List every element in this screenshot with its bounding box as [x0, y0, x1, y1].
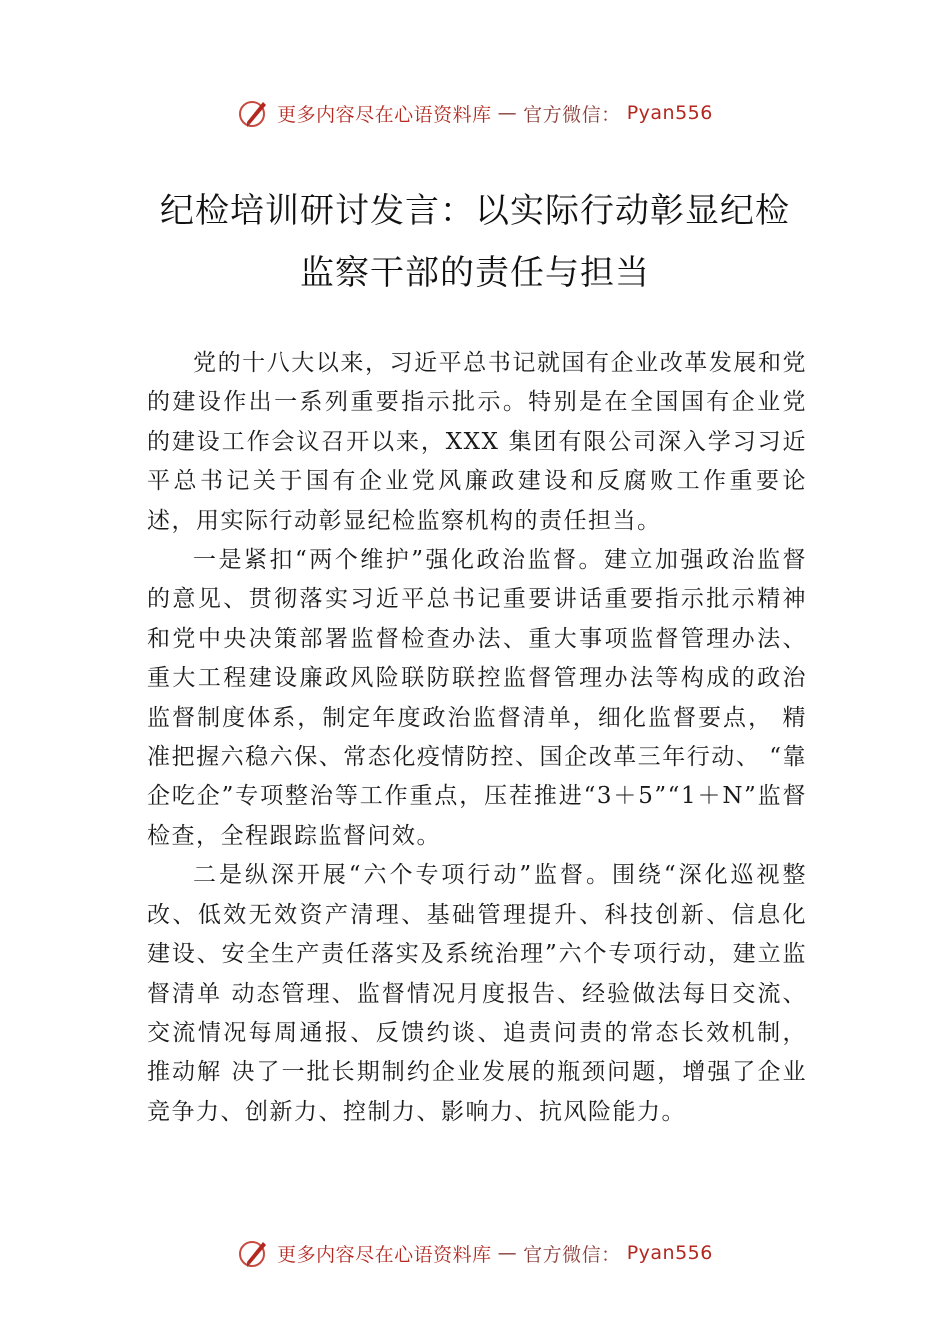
document-title: [0, 180, 950, 304]
watermark-official: 官方微信：: [523, 1243, 621, 1266]
header-watermark: [0, 96, 950, 130]
title-line-2: 监察干部的责任与担当: [300, 253, 650, 293]
document-body: [147, 344, 807, 1132]
watermark-separator: —: [497, 102, 518, 124]
paragraph-special-actions: 二是纵深开展“六个专项行动”监督。围绕“深化巡视整改、低效无效资产清理、基础管理提升、科技创新、信息化建设、安全生产责任落实及系统治理”六个专项行动，建立监督清单 动态管理、监督情况月度报告、经验做法每日交流、交流情况每周通报、反馈约谈、追责问责的常态长效机制，推动解 决了一批长期制约企业发展的瓶颈问题，增强了企业竞争力、创新力、控制力、影响力、抗风险能力。: [147, 862, 807, 1125]
title-line-1: 纪检培训研讨发言：以实际行动彰显纪检: [160, 191, 790, 231]
footer-watermark: [0, 1236, 950, 1270]
watermark-wechat-id: Pyan556: [626, 1242, 713, 1264]
watermark-brand: 更多内容尽在心语资料库: [277, 103, 492, 126]
watermark-official: 官方微信：: [523, 103, 621, 126]
watermark-separator: —: [497, 1242, 518, 1264]
watermark-wechat-id: Pyan556: [626, 102, 713, 124]
watermark-brand: 更多内容尽在心语资料库: [277, 1243, 492, 1266]
paragraph-intro: 党的十八大以来，习近平总书记就国有企业改革发展和党的建设作出一系列重要指示批示。特别是在全国国有企业党的建设工作会议召开以来，XXX 集团有限公司深入学习习近平总书记关于国有企业党风廉政建设和反腐败工作重要论述，用实际行动彰显纪检监察机构的责任担当。: [147, 350, 807, 534]
pen-feather-icon: [237, 1236, 271, 1270]
paragraph-political-supervision: 一是紧扣“两个维护”强化政治监督。建立加强政治监督的意见、贯彻落实习近平总书记重要讲话重要指示批示精神和党中央决策部署监督检查办法、重大事项监督管理办法、 重大工程建设廉政风险联防联控监督管理办法等构成的政治监督制度体系，制定年度政治监督清单，细化监督要点， 精准把握六稳六保、常态化疫情防控、国企改革三年行动、 “靠企吃企”专项整治等工作重点，压茬推进“3＋5”“1＋N”监督检查，全程跟踪监督问效。: [147, 547, 807, 849]
pen-feather-icon: [237, 96, 271, 130]
